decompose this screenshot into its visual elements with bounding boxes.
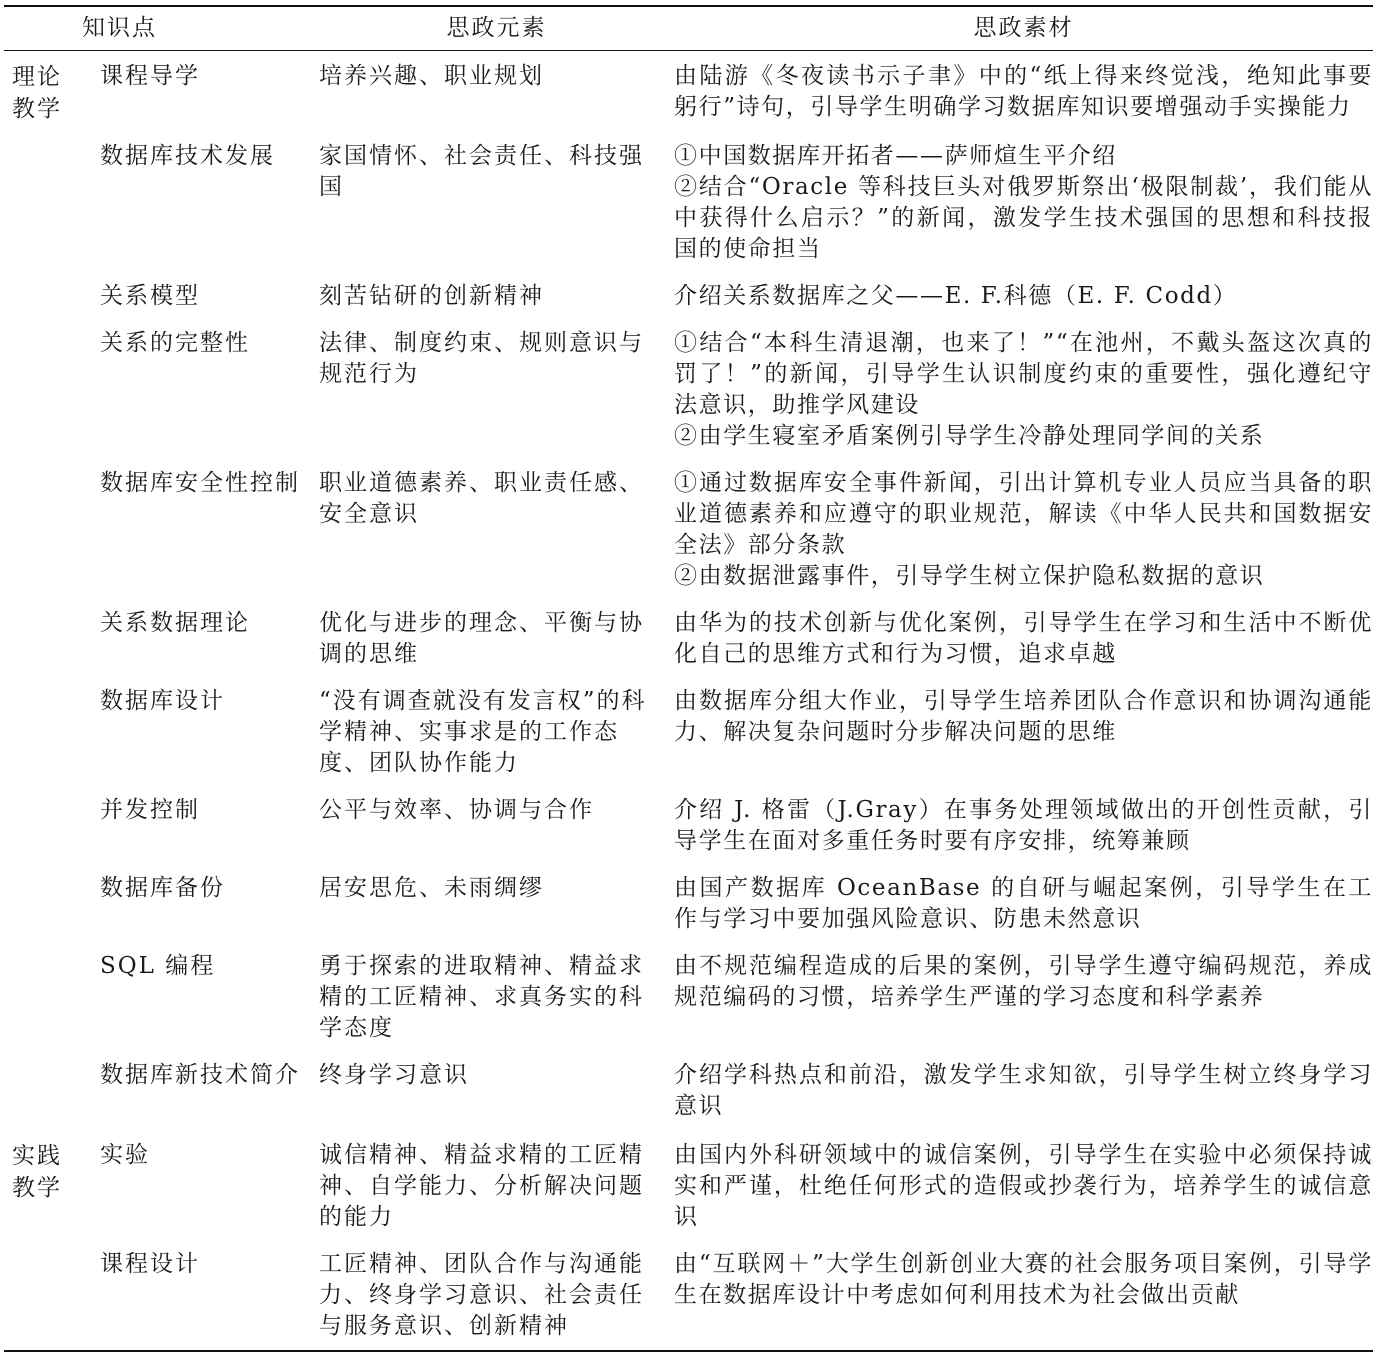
knowledge-point-cell: 关系的完整性	[100, 330, 250, 356]
table-row	[4, 943, 1373, 1052]
knowledge-point-cell: 数据库安全性控制	[100, 470, 300, 496]
table-row	[4, 133, 1373, 273]
knowledge-point-cell: 实验	[100, 1142, 150, 1168]
ideology-element-cell: 诚信精神、精益求精的工匠精神、自学能力、分析解决问题的能力	[319, 1142, 644, 1230]
material-paragraph: 由不规范编程造成的后果的案例，引导学生遵守编码规范，养成规范编码的习惯，培养学生严谨的学习态度和科学素养	[674, 953, 1373, 1010]
ideology-element-cell: 勇于探索的进取精神、精益求精的工匠精神、求真务实的科学态度	[319, 953, 644, 1041]
course-ideology-table	[4, 5, 1373, 1352]
category-cell	[4, 787, 90, 865]
knowledge-point-cell: 关系模型	[100, 283, 200, 309]
ideology-element-cell: 优化与进步的理念、平衡与协调的思维	[319, 610, 644, 667]
category-cell	[4, 51, 90, 134]
ideology-element-cell: 居安思危、未雨绸缪	[319, 875, 544, 901]
table-row	[4, 1052, 1373, 1130]
knowledge-point-cell: 课程设计	[90, 1241, 319, 1351]
category-cell	[4, 600, 90, 678]
category-cell	[4, 1052, 90, 1130]
header-topic: 知识点	[4, 6, 319, 51]
category-cell	[4, 865, 90, 943]
material-paragraph: ①结合“本科生清退潮，也来了！”“在池州，不戴头盔这次真的罚了！”的新闻，引导学生认识制度约束的重要性，强化遵纪守法意识，助推学风建设	[674, 330, 1373, 418]
ideology-element-cell: 终身学习意识	[319, 1062, 469, 1088]
material-paragraph: 介绍 J. 格雷（J.Gray）在事务处理领域做出的开创性贡献，引导学生在面对多重任务时要有序安排，统筹兼顾	[674, 797, 1373, 854]
material-paragraph: 介绍学科热点和前沿，激发学生求知欲，引导学生树立终身学习意识	[674, 1062, 1373, 1119]
table-row	[4, 51, 1373, 134]
ideology-element-cell: 公平与效率、协调与合作	[319, 797, 594, 823]
ideology-material-cell	[674, 865, 1373, 943]
table-row	[4, 320, 1373, 460]
material-paragraph: ①通过数据库安全事件新闻，引出计算机专业人员应当具备的职业道德素养和应遵守的职业规范，解读《中华人民共和国数据安全法》部分条款	[674, 470, 1373, 558]
header-element: 思政元素	[319, 6, 674, 51]
ideology-element-cell: 刻苦钻研的创新精神	[319, 283, 544, 309]
ideology-material-cell	[674, 787, 1373, 865]
knowledge-point-cell: 数据库设计	[100, 688, 225, 714]
material-paragraph: 由“互联网＋”大学生创新创业大赛的社会服务项目案例，引导学生在数据库设计中考虑如何利用技术为社会做出贡献	[674, 1251, 1373, 1308]
knowledge-point-cell: 课程导学	[100, 63, 200, 89]
knowledge-point-cell: 并发控制	[100, 797, 200, 823]
category-cell	[4, 133, 90, 273]
knowledge-point-cell: 数据库新技术简介	[100, 1062, 300, 1088]
table-row	[4, 1241, 1373, 1351]
ideology-element-cell: 家国情怀、社会责任、科技强国	[319, 143, 644, 200]
ideology-element-cell: 培养兴趣、职业规划	[319, 63, 544, 89]
ideology-material-cell	[674, 1130, 1373, 1241]
material-paragraph: ②结合“Oracle 等科技巨头对俄罗斯祭出‘极限制裁’，我们能从中获得什么启示？”的新闻，激发学生技术强国的思想和科技报国的使命担当	[674, 174, 1373, 262]
ideology-element-cell: “没有调查就没有发言权”的科学精神、实事求是的工作态度、团队协作能力	[319, 688, 647, 776]
material-paragraph: ①中国数据库开拓者——萨师煊生平介绍	[674, 143, 1117, 169]
table-row	[4, 600, 1373, 678]
ideology-material-cell	[674, 678, 1373, 787]
ideology-material-cell	[674, 273, 1373, 320]
ideology-material-cell	[674, 460, 1373, 600]
category-cell	[4, 460, 90, 600]
category-label: 理论教学	[12, 64, 62, 122]
knowledge-point-cell: 关系数据理论	[100, 610, 250, 636]
table-body	[4, 51, 1373, 1352]
category-cell	[4, 273, 90, 320]
ideology-material-cell	[674, 1052, 1373, 1130]
category-label: 实践教学	[12, 1143, 62, 1201]
table-row	[4, 787, 1373, 865]
category-cell	[4, 1241, 90, 1351]
knowledge-point-cell: 数据库技术发展	[100, 143, 275, 169]
material-paragraph: 介绍关系数据库之父——E. F.科德（E. F. Codd）	[674, 283, 1238, 309]
category-cell	[4, 1130, 90, 1241]
material-paragraph: ②由数据泄露事件，引导学生树立保护隐私数据的意识	[674, 563, 1265, 589]
table-row	[4, 273, 1373, 320]
knowledge-point-cell: SQL 编程	[100, 953, 216, 979]
header-material: 思政素材	[674, 6, 1373, 51]
material-paragraph: 由数据库分组大作业，引导学生培养团队合作意识和协调沟通能力、解决复杂问题时分步解决问题的思维	[674, 688, 1373, 745]
table-row	[4, 865, 1373, 943]
material-paragraph: ②由学生寝室矛盾案例引导学生冷静处理同学间的关系	[674, 423, 1265, 449]
ideology-material-cell	[674, 1241, 1373, 1351]
ideology-element-cell: 职业道德素养、职业责任感、安全意识	[319, 470, 644, 527]
ideology-material-cell	[674, 600, 1373, 678]
ideology-material-cell	[674, 320, 1373, 460]
ideology-element-cell: 工匠精神、团队合作与沟通能力、终身学习意识、社会责任与服务意识、创新精神	[319, 1241, 674, 1351]
material-paragraph: 由国内外科研领域中的诚信案例，引导学生在实验中必须保持诚实和严谨，杜绝任何形式的造假或抄袭行为，培养学生的诚信意识	[674, 1142, 1373, 1230]
ideology-element-cell: 法律、制度约束、规则意识与规范行为	[319, 330, 644, 387]
table-row	[4, 678, 1373, 787]
table-header-row	[4, 6, 1373, 51]
ideology-material-cell	[674, 133, 1373, 273]
material-paragraph: 由华为的技术创新与优化案例，引导学生在学习和生活中不断优化自己的思维方式和行为习惯，追求卓越	[674, 610, 1373, 667]
category-cell	[4, 320, 90, 460]
material-paragraph: 由陆游《冬夜读书示子聿》中的“纸上得来终觉浅，绝知此事要躬行”诗句，引导学生明确学习数据库知识要增强动手实操能力	[674, 63, 1373, 120]
category-cell	[4, 943, 90, 1052]
category-cell	[4, 678, 90, 787]
knowledge-point-cell: 数据库备份	[100, 875, 225, 901]
table-row	[4, 1130, 1373, 1241]
material-paragraph: 由国产数据库 OceanBase 的自研与崛起案例，引导学生在工作与学习中要加强风险意识、防患未然意识	[674, 875, 1373, 932]
ideology-material-cell	[674, 943, 1373, 1052]
table-row	[4, 460, 1373, 600]
ideology-material-cell	[674, 51, 1373, 134]
